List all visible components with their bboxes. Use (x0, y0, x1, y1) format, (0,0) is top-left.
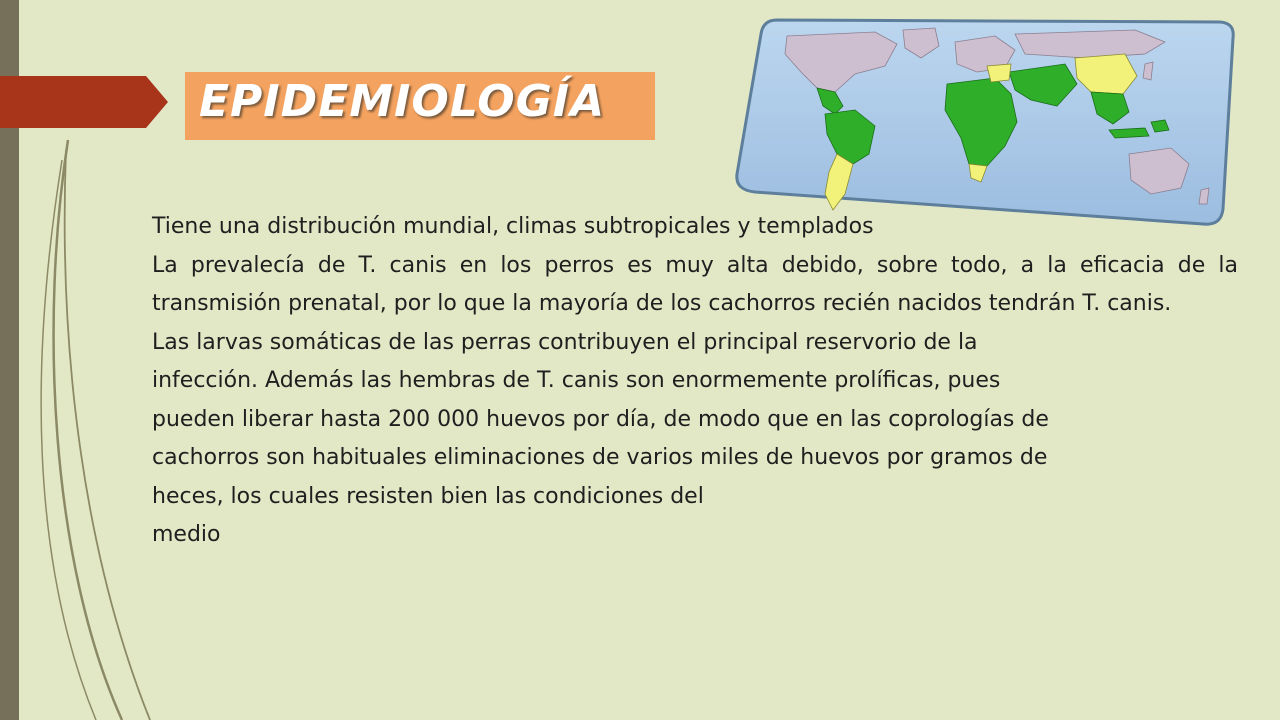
paragraph-distribution: Tiene una distribución mundial, climas subtropicales y templados (152, 214, 874, 239)
world-map-image (725, 14, 1240, 232)
title-arrow (0, 76, 170, 128)
text-line: pueden liberar hasta 200 000 huevos por día, de modo que en las coprologías de (152, 406, 1049, 432)
paragraph-prevalence: La prevalecía de T. canis en los perros es muy alta debido, sobre todo, a la eficacia de la transmisión prenatal, por lo que la mayoría de los cachorros recién nacidos tendrán T. canis. (152, 252, 1238, 316)
body-text (152, 208, 1238, 555)
text-line: Las larvas somáticas de las perras contribuyen el principal reservorio de la (152, 329, 978, 355)
text-line: cachorros son habituales eliminaciones de varios miles de huevos por gramos de (152, 445, 1048, 470)
text-line: medio (152, 522, 221, 547)
text-line: heces, los cuales resisten bien las condiciones del (152, 483, 704, 509)
page-title: EPIDEMIOLOGÍA (199, 76, 606, 127)
text-line: infección. Además las hembras de T. canis son enormemente prolíficas, pues (152, 368, 1001, 393)
title-box (185, 72, 655, 140)
